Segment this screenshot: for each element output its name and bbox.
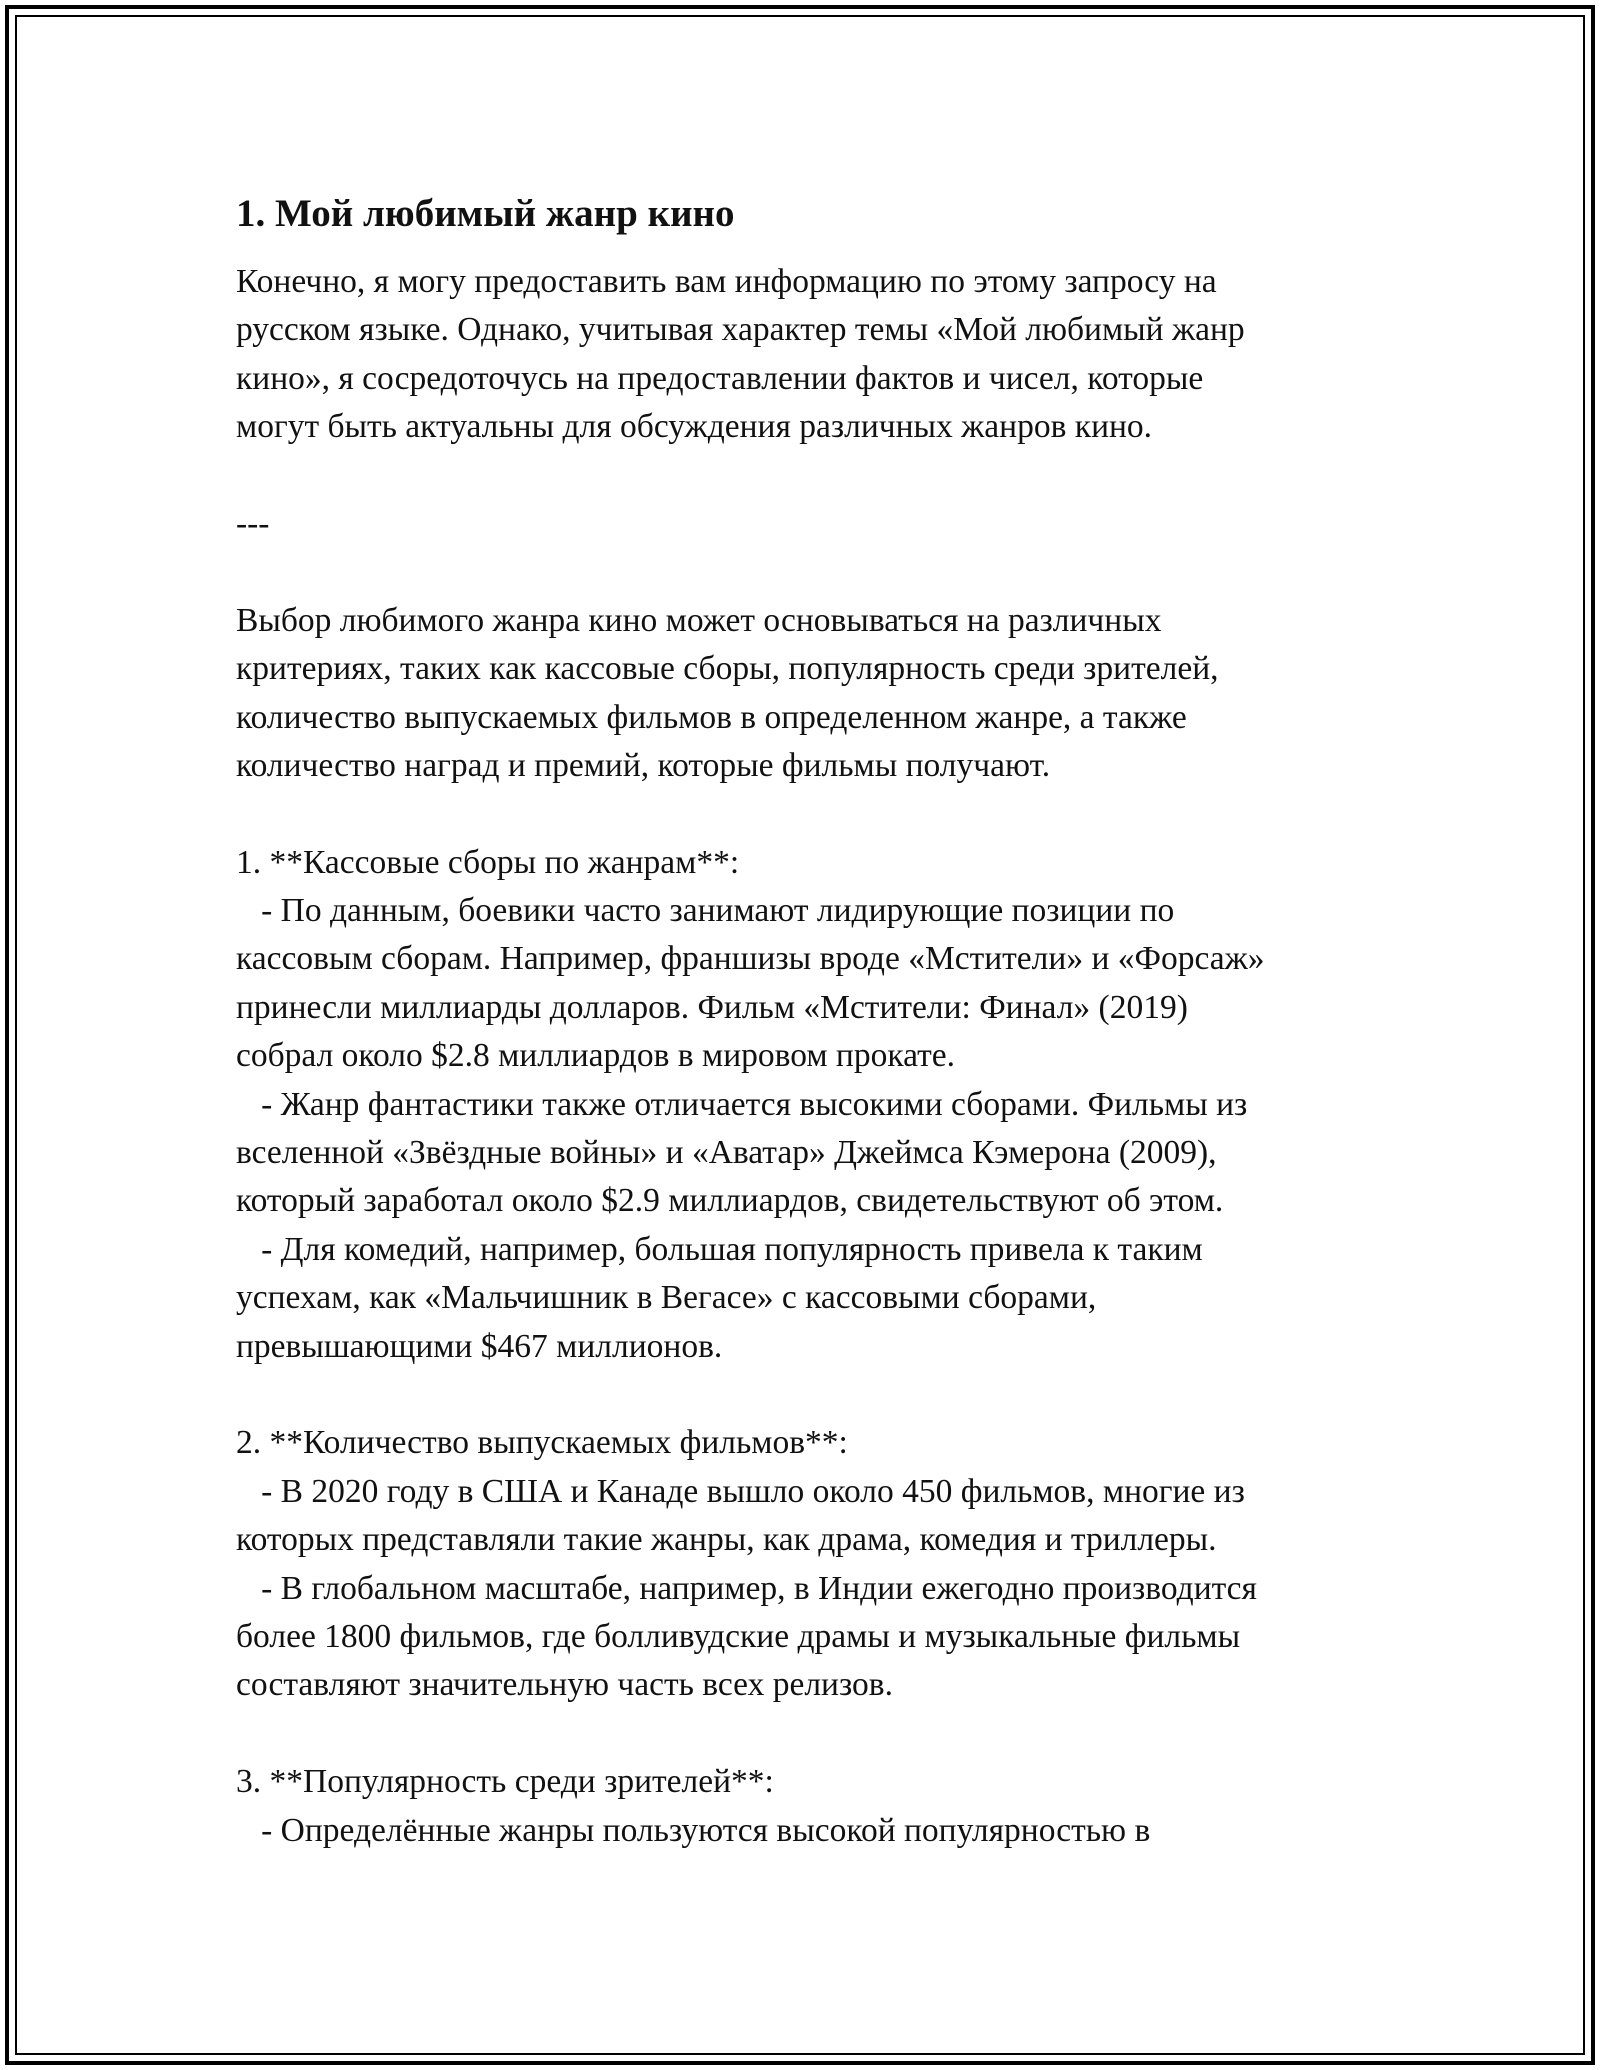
text-line: --- <box>236 504 270 542</box>
text-line: - Определённые жанры пользуются высокой популярностью в <box>236 1811 1151 1849</box>
text-line: Конечно, я могу предоставить вам информацию по этому запросу на <box>236 263 1217 300</box>
text-line: которых представляли такие жанры, как драма, комедия и триллеры. <box>236 1521 1217 1559</box>
blank-line <box>236 1371 1386 1419</box>
text-line: количество выпускаемых фильмов в определенном жанре, а также <box>236 698 1187 736</box>
document-title: 1. Мой любимый жанр кино <box>236 192 735 235</box>
blank-line <box>236 452 1386 500</box>
blank-line <box>236 1710 1386 1758</box>
document-body <box>236 258 1386 1855</box>
text-line: - В глобальном масштабе, например, в Индии ежегодно производится <box>236 1569 1257 1607</box>
text-line: 3. **Популярность среди зрителей**: <box>236 1763 774 1801</box>
heading-spacer <box>236 244 1386 258</box>
text-line: вселенной «Звёздные войны» и «Аватар» Джеймса Кэмерона (2009), <box>236 1134 1217 1172</box>
document-page <box>236 184 1386 1855</box>
text-line: 1. **Кассовые сборы по жанрам**: <box>236 843 740 881</box>
blank-line <box>236 790 1386 838</box>
text-line: который заработал около $2.9 миллиардов, свидетельствуют об этом. <box>236 1182 1224 1220</box>
text-line: кино», я сосредоточусь на предоставлении фактов и чисел, которые <box>236 359 1204 397</box>
text-line: кассовым сборам. Например, франшизы вроде «Мстители» и «Форсаж» <box>236 940 1265 978</box>
text-line: могут быть актуальны для обсуждения различных жанров кино. <box>236 408 1153 446</box>
text-line: русском языке. Однако, учитывая характер темы «Мой любимый жанр <box>236 311 1245 349</box>
blank-line <box>236 548 1386 596</box>
text-line: собрал около $2.8 миллиардов в мировом прокате. <box>236 1037 955 1075</box>
text-line: более 1800 фильмов, где болливудские драмы и музыкальные фильмы <box>236 1617 1241 1655</box>
text-line: критериях, таких как кассовые сборы, популярность среди зрителей, <box>236 650 1219 688</box>
text-line: составляют значительную часть всех релизов. <box>236 1666 893 1704</box>
text-line: - Жанр фантастики также отличается высокими сборами. Фильмы из <box>236 1085 1248 1123</box>
text-line: - В 2020 году в США и Канаде вышло около 450 фильмов, многие из <box>236 1472 1245 1510</box>
text-line: 2. **Количество выпускаемых фильмов**: <box>236 1424 848 1462</box>
text-line: принесли миллиарды долларов. Фильм «Мстители: Финал» (2019) <box>236 988 1188 1026</box>
text-line: - По данным, боевики часто занимают лидирующие позиции по <box>236 892 1175 930</box>
text-line: превышающими $467 миллионов. <box>236 1327 723 1365</box>
text-line: - Для комедий, например, большая популярность привела к таким <box>236 1230 1203 1268</box>
text-line: успехам, как «Мальчишник в Вегасе» с кассовыми сборами, <box>236 1279 1097 1317</box>
text-line: Выбор любимого жанра кино может основываться на различных <box>236 601 1162 639</box>
text-line: количество наград и премий, которые фильмы получают. <box>236 746 1051 784</box>
